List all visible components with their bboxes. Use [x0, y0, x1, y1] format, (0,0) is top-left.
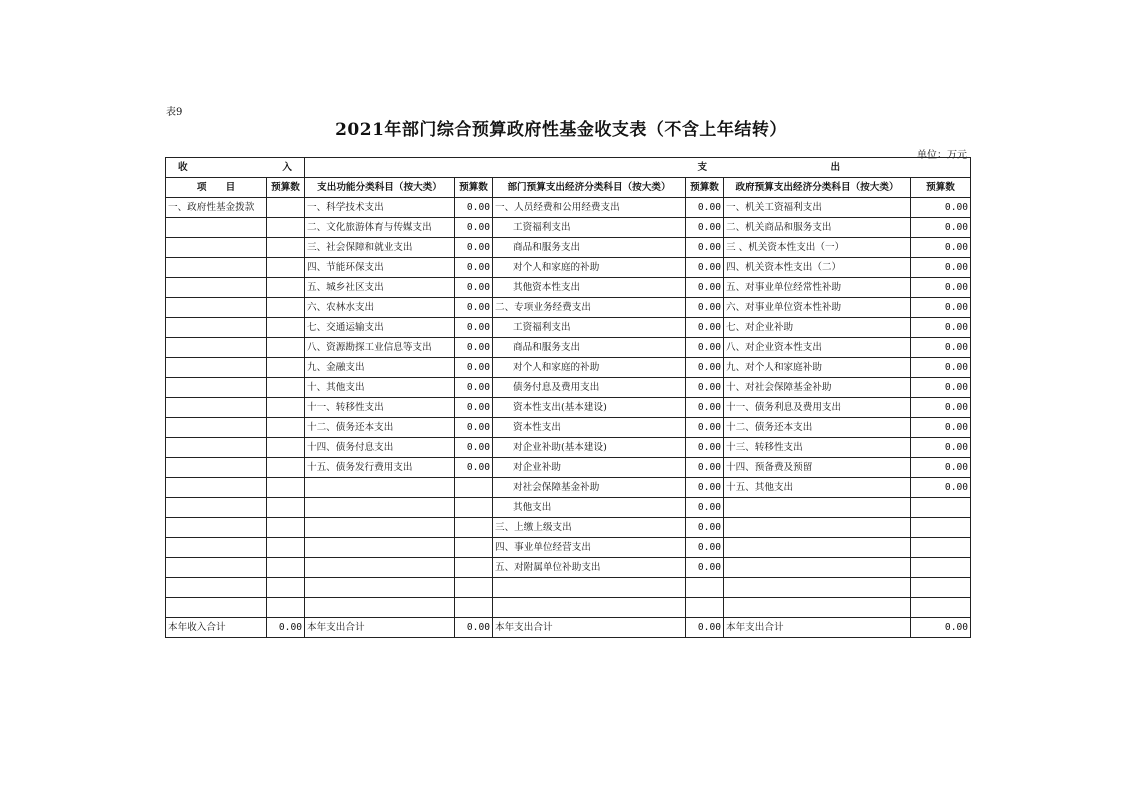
page-title: 2021年部门综合预算政府性基金收支表（不含上年结转）: [335, 120, 787, 140]
func-amount-cell: 0.00: [455, 458, 493, 478]
func-amount-cell: 0.00: [455, 318, 493, 338]
dept-item-cell: 对企业补助(基本建设): [493, 438, 686, 458]
income-item-cell: [166, 278, 267, 298]
func-item-cell: [305, 518, 455, 538]
dept-amount-cell: 0.00: [686, 198, 724, 218]
income-item-cell: [166, 338, 267, 358]
func-amount-cell: [455, 498, 493, 518]
gov-item-cell: 十、对社会保障基金补助: [724, 378, 911, 398]
income-item-cell: [166, 598, 267, 618]
income-header-char2: 入: [282, 162, 292, 173]
income-item-cell: [166, 238, 267, 258]
func-item-cell: [305, 598, 455, 618]
table-row: [166, 598, 971, 618]
func-amount-cell: 0.00: [455, 218, 493, 238]
dept-amount-cell: 0.00: [686, 258, 724, 278]
func-item-cell: 一、科学技术支出: [305, 198, 455, 218]
income-item-cell: [166, 398, 267, 418]
gov-amount-cell: 0.00: [911, 278, 971, 298]
income-amount-cell: [267, 238, 305, 258]
gov-amount-cell: [911, 558, 971, 578]
income-amount-cell: [267, 278, 305, 298]
dept-item-cell: 五、对附属单位补助支出: [493, 558, 686, 578]
col-header-amount-4: 预算数: [911, 178, 971, 198]
income-item-cell: [166, 358, 267, 378]
table-row: [166, 378, 971, 398]
gov-item-cell: 十五、其他支出: [724, 478, 911, 498]
dept-amount-cell: [686, 578, 724, 598]
expense-header-char1: 支: [697, 162, 708, 173]
gov-amount-cell: 0.00: [911, 378, 971, 398]
expense-header: [305, 158, 971, 178]
dept-amount-cell: 0.00: [686, 378, 724, 398]
func-amount-cell: 0.00: [455, 378, 493, 398]
dept-item-cell: 一、人员经费和公用经费支出: [493, 198, 686, 218]
dept-amount-cell: 0.00: [686, 438, 724, 458]
col-header-amount-3: 预算数: [686, 178, 724, 198]
table-row: [166, 358, 971, 378]
dept-amount-cell: 0.00: [686, 238, 724, 258]
col-header-dept: 部门预算支出经济分类科目（按大类）: [493, 178, 686, 198]
income-total-value: 0.00: [267, 618, 305, 638]
gov-amount-cell: 0.00: [911, 338, 971, 358]
income-amount-cell: [267, 298, 305, 318]
gov-item-cell: 二、机关商品和服务支出: [724, 218, 911, 238]
income-amount-cell: [267, 358, 305, 378]
table-row: [166, 298, 971, 318]
table-row: [166, 518, 971, 538]
gov-amount-cell: [911, 518, 971, 538]
dept-item-cell: 资本性支出: [493, 418, 686, 438]
gov-amount-cell: 0.00: [911, 198, 971, 218]
func-item-cell: 八、资源勘探工业信息等支出: [305, 338, 455, 358]
income-item-cell: [166, 298, 267, 318]
func-amount-cell: 0.00: [455, 438, 493, 458]
func-item-cell: [305, 498, 455, 518]
gov-item-cell: 三 、机关资本性支出（一）: [724, 238, 911, 258]
func-total-value: 0.00: [455, 618, 493, 638]
gov-amount-cell: 0.00: [911, 478, 971, 498]
func-item-cell: 六、农林水支出: [305, 298, 455, 318]
func-amount-cell: 0.00: [455, 278, 493, 298]
income-item-cell: [166, 538, 267, 558]
table-row: [166, 578, 971, 598]
dept-amount-cell: 0.00: [686, 538, 724, 558]
gov-amount-cell: 0.00: [911, 398, 971, 418]
col-header-amount-2: 预算数: [455, 178, 493, 198]
gov-total-label: 本年支出合计: [724, 618, 911, 638]
dept-item-cell: [493, 598, 686, 618]
gov-item-cell: [724, 598, 911, 618]
func-amount-cell: 0.00: [455, 298, 493, 318]
budget-table: [165, 157, 971, 638]
func-item-cell: 五、城乡社区支出: [305, 278, 455, 298]
func-amount-cell: [455, 538, 493, 558]
income-item-cell: [166, 418, 267, 438]
table-row: [166, 538, 971, 558]
income-amount-cell: [267, 198, 305, 218]
gov-item-cell: 一、机关工资福利支出: [724, 198, 911, 218]
gov-amount-cell: 0.00: [911, 418, 971, 438]
func-item-cell: 九、金融支出: [305, 358, 455, 378]
income-header-char1: 收: [178, 162, 188, 173]
dept-amount-cell: 0.00: [686, 278, 724, 298]
func-amount-cell: [455, 518, 493, 538]
dept-amount-cell: 0.00: [686, 498, 724, 518]
gov-item-cell: 七、对企业补助: [724, 318, 911, 338]
income-amount-cell: [267, 578, 305, 598]
dept-total-value: 0.00: [686, 618, 724, 638]
func-amount-cell: [455, 598, 493, 618]
gov-amount-cell: 0.00: [911, 318, 971, 338]
gov-item-cell: 十一、债务利息及费用支出: [724, 398, 911, 418]
func-total-label: 本年支出合计: [305, 618, 455, 638]
gov-amount-cell: [911, 538, 971, 558]
func-item-cell: 十一、转移性支出: [305, 398, 455, 418]
dept-amount-cell: 0.00: [686, 218, 724, 238]
gov-amount-cell: [911, 598, 971, 618]
dept-item-cell: 对个人和家庭的补助: [493, 258, 686, 278]
dept-item-cell: 四、事业单位经营支出: [493, 538, 686, 558]
table-row: [166, 338, 971, 358]
gov-amount-cell: 0.00: [911, 218, 971, 238]
table-row: [166, 438, 971, 458]
gov-amount-cell: [911, 498, 971, 518]
table-row: [166, 458, 971, 478]
gov-item-cell: [724, 578, 911, 598]
dept-amount-cell: 0.00: [686, 358, 724, 378]
table-number: 表9: [166, 107, 183, 118]
func-item-cell: [305, 558, 455, 578]
income-amount-cell: [267, 478, 305, 498]
gov-amount-cell: 0.00: [911, 298, 971, 318]
dept-amount-cell: 0.00: [686, 478, 724, 498]
gov-item-cell: [724, 558, 911, 578]
income-item-cell: [166, 458, 267, 478]
dept-item-cell: 其他支出: [493, 498, 686, 518]
dept-item-cell: 其他资本性支出: [493, 278, 686, 298]
income-amount-cell: [267, 518, 305, 538]
func-amount-cell: 0.00: [455, 358, 493, 378]
income-item-cell: [166, 478, 267, 498]
dept-item-cell: 工资福利支出: [493, 218, 686, 238]
dept-item-cell: 商品和服务支出: [493, 238, 686, 258]
unit-label: 单位：万元: [917, 150, 967, 161]
dept-amount-cell: 0.00: [686, 558, 724, 578]
func-amount-cell: 0.00: [455, 198, 493, 218]
func-amount-cell: 0.00: [455, 418, 493, 438]
income-item-cell: [166, 318, 267, 338]
gov-item-cell: [724, 518, 911, 538]
income-amount-cell: [267, 378, 305, 398]
dept-item-cell: 工资福利支出: [493, 318, 686, 338]
totals-row: [166, 618, 971, 638]
func-item-cell: 十二、债务还本支出: [305, 418, 455, 438]
income-item-cell: [166, 378, 267, 398]
income-item-cell: [166, 578, 267, 598]
gov-item-cell: 六、对事业单位资本性补助: [724, 298, 911, 318]
income-header: [166, 158, 305, 178]
income-item-cell: [166, 498, 267, 518]
dept-item-cell: 资本性支出(基本建设): [493, 398, 686, 418]
func-item-cell: 四、节能环保支出: [305, 258, 455, 278]
income-amount-cell: [267, 418, 305, 438]
func-item-cell: [305, 578, 455, 598]
income-item-cell: [166, 218, 267, 238]
gov-item-cell: 十二、债务还本支出: [724, 418, 911, 438]
gov-amount-cell: 0.00: [911, 438, 971, 458]
dept-amount-cell: 0.00: [686, 518, 724, 538]
dept-amount-cell: 0.00: [686, 338, 724, 358]
gov-item-cell: [724, 498, 911, 518]
func-amount-cell: [455, 558, 493, 578]
income-item-cell: [166, 558, 267, 578]
gov-amount-cell: 0.00: [911, 238, 971, 258]
income-amount-cell: [267, 598, 305, 618]
func-item-cell: [305, 478, 455, 498]
func-item-cell: 二、文化旅游体育与传媒支出: [305, 218, 455, 238]
expense-header-char2: 出: [830, 162, 841, 173]
dept-item-cell: 对个人和家庭的补助: [493, 358, 686, 378]
gov-item-cell: 八、对企业资本性支出: [724, 338, 911, 358]
func-item-cell: 三、社会保障和就业支出: [305, 238, 455, 258]
table-row: [166, 498, 971, 518]
dept-item-cell: 二、专项业务经费支出: [493, 298, 686, 318]
gov-amount-cell: 0.00: [911, 258, 971, 278]
dept-item-cell: 三、上缴上级支出: [493, 518, 686, 538]
gov-amount-cell: [911, 578, 971, 598]
col-header-item: 项 目: [166, 178, 267, 198]
income-amount-cell: [267, 338, 305, 358]
func-item-cell: 十五、债务发行费用支出: [305, 458, 455, 478]
income-amount-cell: [267, 538, 305, 558]
income-amount-cell: [267, 558, 305, 578]
table-row: [166, 418, 971, 438]
income-total-label: 本年收入合计: [166, 618, 267, 638]
income-item-cell: [166, 518, 267, 538]
func-amount-cell: 0.00: [455, 238, 493, 258]
gov-amount-cell: 0.00: [911, 458, 971, 478]
income-amount-cell: [267, 458, 305, 478]
gov-item-cell: 十三、转移性支出: [724, 438, 911, 458]
income-amount-cell: [267, 438, 305, 458]
dept-item-cell: [493, 578, 686, 598]
header-row-top: [166, 158, 971, 178]
income-amount-cell: [267, 318, 305, 338]
table-row: [166, 218, 971, 238]
gov-amount-cell: 0.00: [911, 358, 971, 378]
income-item-cell: [166, 438, 267, 458]
table-row: [166, 558, 971, 578]
gov-total-value: 0.00: [911, 618, 971, 638]
col-header-func: 支出功能分类科目（按大类）: [305, 178, 455, 198]
dept-amount-cell: 0.00: [686, 318, 724, 338]
dept-amount-cell: 0.00: [686, 458, 724, 478]
gov-item-cell: 九、对个人和家庭补助: [724, 358, 911, 378]
table-row: [166, 258, 971, 278]
header-row-columns: [166, 178, 971, 198]
table-row: [166, 318, 971, 338]
table-row: [166, 198, 971, 218]
func-amount-cell: [455, 578, 493, 598]
dept-item-cell: 对社会保障基金补助: [493, 478, 686, 498]
gov-item-cell: 五、对事业单位经常性补助: [724, 278, 911, 298]
func-amount-cell: [455, 478, 493, 498]
dept-amount-cell: 0.00: [686, 418, 724, 438]
table-row: [166, 478, 971, 498]
dept-amount-cell: [686, 598, 724, 618]
table-row: [166, 278, 971, 298]
gov-item-cell: [724, 538, 911, 558]
dept-amount-cell: 0.00: [686, 298, 724, 318]
income-amount-cell: [267, 398, 305, 418]
table-row: [166, 238, 971, 258]
dept-item-cell: 对企业补助: [493, 458, 686, 478]
dept-total-label: 本年支出合计: [493, 618, 686, 638]
func-item-cell: 十、其他支出: [305, 378, 455, 398]
func-item-cell: 七、交通运输支出: [305, 318, 455, 338]
income-amount-cell: [267, 498, 305, 518]
func-amount-cell: 0.00: [455, 398, 493, 418]
income-item-cell: 一、政府性基金拨款: [166, 198, 267, 218]
func-amount-cell: 0.00: [455, 258, 493, 278]
col-header-amount-1: 预算数: [267, 178, 305, 198]
dept-amount-cell: 0.00: [686, 398, 724, 418]
func-item-cell: [305, 538, 455, 558]
func-item-cell: 十四、债务付息支出: [305, 438, 455, 458]
gov-item-cell: 十四、预备费及预留: [724, 458, 911, 478]
col-header-gov: 政府预算支出经济分类科目（按大类）: [724, 178, 911, 198]
gov-item-cell: 四、机关资本性支出（二）: [724, 258, 911, 278]
dept-item-cell: 债务付息及费用支出: [493, 378, 686, 398]
func-amount-cell: 0.00: [455, 338, 493, 358]
table-row: [166, 398, 971, 418]
income-item-cell: [166, 258, 267, 278]
income-amount-cell: [267, 258, 305, 278]
income-amount-cell: [267, 218, 305, 238]
dept-item-cell: 商品和服务支出: [493, 338, 686, 358]
